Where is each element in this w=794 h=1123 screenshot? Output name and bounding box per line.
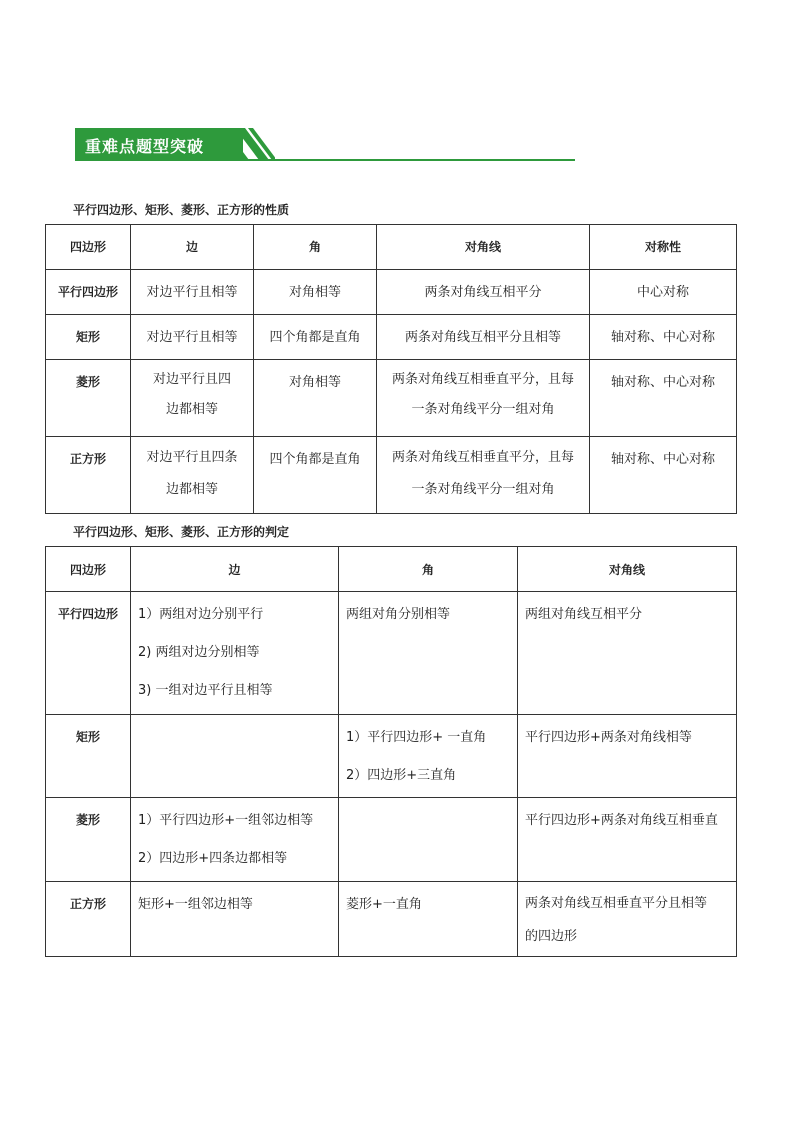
section-banner [75, 128, 575, 162]
side-line: 3) 一组对边平行且相等 [138, 683, 273, 698]
angle-line: 两组对角分别相等 [346, 607, 451, 622]
diagonal-cell: 两条对角线互相平分且相等 [404, 330, 561, 345]
criteria-header-row [46, 547, 737, 592]
side-line: 2) 两组对边分别相等 [138, 645, 260, 660]
header-diagonal: 对角线 [518, 547, 737, 592]
symmetry-cell: 轴对称、中心对称 [610, 452, 715, 467]
header-side: 边 [131, 225, 254, 270]
header-shape: 四边形 [46, 225, 131, 270]
angle-line: 菱形+一直角 [346, 897, 422, 912]
angle-cell: 对角相等 [288, 375, 341, 390]
header-angle: 角 [339, 547, 518, 592]
table-row [46, 360, 737, 437]
angle-cell: 四个角都是直角 [269, 330, 361, 345]
diagonal-line: 一条对角线平分一组对角 [411, 482, 555, 497]
header-angle: 角 [254, 225, 377, 270]
criteria-table [45, 546, 737, 957]
diagonal-line: 的四边形 [525, 929, 578, 944]
header-symmetry: 对称性 [590, 225, 737, 270]
symmetry-cell: 轴对称、中心对称 [610, 330, 715, 345]
side-cell: 对边平行且相等 [146, 330, 238, 345]
diagonal-line: 平行四边形+两条对角线相等 [525, 730, 692, 745]
angle-line: 2）四边形+三直角 [346, 768, 457, 783]
table-row [46, 592, 737, 715]
table-row [46, 882, 737, 957]
diagonal-line: 两条对角线互相垂直平分，且每 [391, 372, 574, 387]
side-line: 1）平行四边形+一组邻边相等 [138, 813, 314, 828]
side-line: 边都相等 [165, 402, 218, 417]
symmetry-cell: 中心对称 [636, 285, 689, 300]
shape-label: 正方形 [69, 897, 106, 911]
angle-cell: 对角相等 [288, 285, 341, 300]
criteria-caption: 平行四边形、矩形、菱形、正方形的判定 [73, 525, 290, 539]
side-line: 1）两组对边分别平行 [138, 607, 264, 622]
shape-label: 菱形 [75, 813, 100, 827]
side-cell-empty [131, 715, 339, 798]
side-line: 矩形+一组邻边相等 [138, 897, 253, 912]
angle-line: 1）平行四边形+ 一直角 [346, 730, 487, 745]
shape-label: 正方形 [69, 452, 106, 466]
angle-cell: 四个角都是直角 [269, 452, 361, 467]
properties-caption: 平行四边形、矩形、菱形、正方形的性质 [73, 203, 290, 217]
table-row [46, 315, 737, 360]
banner-underline [75, 159, 575, 161]
header-shape: 四边形 [46, 547, 131, 592]
side-line: 对边平行且四条 [146, 450, 238, 465]
table-row [46, 798, 737, 882]
side-cell: 对边平行且相等 [146, 285, 238, 300]
side-line: 对边平行且四 [152, 372, 231, 387]
table-row [46, 715, 737, 798]
header-side: 边 [131, 547, 339, 592]
banner-title: 重难点题型突破 [85, 137, 205, 156]
header-diagonal: 对角线 [377, 225, 590, 270]
shape-label: 矩形 [75, 330, 100, 344]
diagonal-line: 两条对角线互相垂直平分，且每 [391, 450, 574, 465]
shape-label: 矩形 [75, 730, 100, 744]
side-line: 2）四边形+四条边都相等 [138, 851, 288, 866]
table-row [46, 437, 737, 514]
properties-table [45, 224, 737, 514]
side-line: 边都相等 [165, 482, 218, 497]
diagonal-cell: 两条对角线互相平分 [424, 285, 542, 300]
shape-label: 菱形 [75, 375, 100, 389]
symmetry-cell: 轴对称、中心对称 [610, 375, 715, 390]
diagonal-line: 两条对角线互相垂直平分且相等 [525, 896, 708, 911]
shape-label: 平行四边形 [57, 607, 118, 621]
properties-header-row [46, 225, 737, 270]
angle-cell-empty [339, 798, 518, 882]
diagonal-line: 两组对角线互相平分 [525, 607, 643, 622]
diagonal-line: 平行四边形+两条对角线互相垂直 [525, 813, 718, 828]
diagonal-line: 一条对角线平分一组对角 [411, 402, 555, 417]
shape-label: 平行四边形 [57, 285, 118, 299]
table-row [46, 270, 737, 315]
